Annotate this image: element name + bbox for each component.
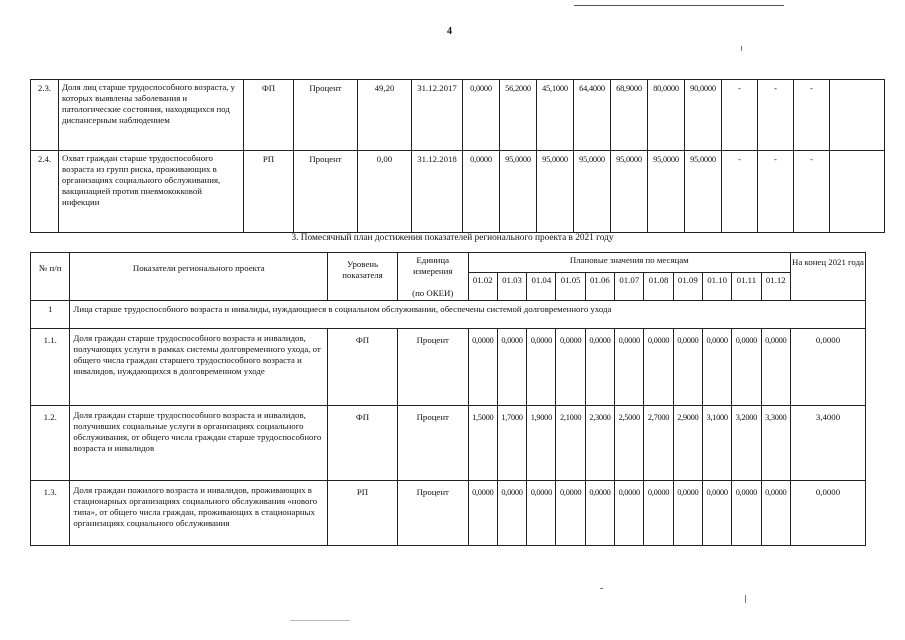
- monthly-plan-table: [30, 252, 866, 546]
- indicator-unit: Процент: [397, 481, 468, 546]
- base-date: 31.12.2017: [412, 80, 463, 151]
- header-month: 01.10: [702, 273, 731, 301]
- month-value: 0,0000: [615, 329, 644, 406]
- header-month: 01.07: [615, 273, 644, 301]
- month-value: 0,0000: [644, 481, 673, 546]
- period-value: 56,2000: [500, 80, 537, 151]
- table-row: [31, 329, 866, 406]
- period-value: 45,1000: [537, 80, 574, 151]
- empty-cell: [830, 151, 885, 233]
- period-value: 0,0000: [463, 151, 500, 233]
- period-value: -: [722, 151, 758, 233]
- indicator-name: Доля граждан старше трудоспособного возраста и инвалидов, получающих услуги в рамках системы долговременного ухода, от общего числа граждан старшего трудоспособного возраста и инвалидов, нуждающихся в долговременном уходе: [70, 329, 328, 406]
- header-month: 01.04: [527, 273, 556, 301]
- indicator-level: РП: [328, 481, 398, 546]
- month-value: 0,0000: [644, 329, 673, 406]
- month-value: 0,0000: [673, 329, 702, 406]
- period-value: -: [722, 80, 758, 151]
- month-value: 0,0000: [497, 481, 526, 546]
- section-number: 1: [31, 301, 70, 329]
- month-value: 2,7000: [644, 406, 673, 481]
- header-row: [31, 253, 866, 273]
- indicator-name: Доля граждан пожилого возраста и инвалидов, проживающих в стационарных организациях социального обслуживания «нового типа», от общего числа граждан, проживающих в стационарных организациях социального обслуживания: [70, 481, 328, 546]
- header-month: 01.12: [761, 273, 790, 301]
- month-value: 1,5000: [468, 406, 497, 481]
- period-value: 95,0000: [611, 151, 648, 233]
- header-indicators: Показатели регионального проекта: [70, 253, 328, 301]
- period-value: 95,0000: [685, 151, 722, 233]
- scan-speck: [745, 595, 746, 603]
- month-value: 2,1000: [556, 406, 585, 481]
- header-month: 01.02: [468, 273, 497, 301]
- header-month: 01.08: [644, 273, 673, 301]
- row-number: 1.1.: [31, 329, 70, 406]
- indicators-continuation-table: [30, 79, 885, 233]
- base-value: 49,20: [358, 80, 412, 151]
- indicator-unit: Процент: [397, 406, 468, 481]
- month-value: 3,2000: [732, 406, 761, 481]
- header-month: 01.11: [732, 273, 761, 301]
- month-value: 0,0000: [527, 329, 556, 406]
- period-value: -: [758, 151, 794, 233]
- header-month: 01.06: [585, 273, 614, 301]
- month-value: 0,0000: [556, 481, 585, 546]
- header-level: Уровень показателя: [328, 253, 398, 301]
- period-value: 0,0000: [463, 80, 500, 151]
- month-value: 1,9000: [527, 406, 556, 481]
- month-value: 0,0000: [585, 329, 614, 406]
- indicator-unit: Процент: [294, 80, 358, 151]
- month-value: 0,0000: [702, 481, 731, 546]
- period-value: 68,9000: [611, 80, 648, 151]
- base-value: 0,00: [358, 151, 412, 233]
- header-year-end: На конец 2021 года: [791, 253, 866, 301]
- row-number: 1.2.: [31, 406, 70, 481]
- period-value: 95,0000: [537, 151, 574, 233]
- month-value: 0,0000: [585, 481, 614, 546]
- scan-speck: [741, 46, 742, 51]
- month-value: 0,0000: [556, 329, 585, 406]
- indicator-unit: Процент: [397, 329, 468, 406]
- month-value: 0,0000: [527, 481, 556, 546]
- table-row: [31, 406, 866, 481]
- scan-speck: [290, 620, 350, 621]
- month-value: 2,9000: [673, 406, 702, 481]
- indicator-name: Доля лиц старше трудоспособного возраста, у которых выявлены заболевания и патологические состояния, находящихся под диспансерным наблюдением: [59, 80, 244, 151]
- indicator-name: Доля граждан старше трудоспособного возраста и инвалидов, получивших социальные услуги в организациях социального обслуживания, от общего числа граждан старше трудоспособного возраста и инвалидов: [70, 406, 328, 481]
- period-value: 95,0000: [574, 151, 611, 233]
- base-date: 31.12.2018: [412, 151, 463, 233]
- month-value: 3,3000: [761, 406, 790, 481]
- month-value: 0,0000: [468, 481, 497, 546]
- year-end-value: 0,0000: [791, 329, 866, 406]
- month-value: 0,0000: [497, 329, 526, 406]
- table-row: [31, 151, 885, 233]
- period-value: -: [794, 80, 830, 151]
- header-unit-bottom: (по ОКЕИ): [412, 288, 454, 298]
- row-number: 2.4.: [31, 151, 59, 233]
- month-value: 0,0000: [761, 481, 790, 546]
- period-value: 80,0000: [648, 80, 685, 151]
- period-value: 64,4000: [574, 80, 611, 151]
- indicator-unit: Процент: [294, 151, 358, 233]
- section-caption: 3. Помесячный план достижения показателей регионального проекта в 2021 году: [291, 233, 614, 243]
- month-value: 1,7000: [497, 406, 526, 481]
- indicator-level: ФП: [244, 80, 294, 151]
- month-value: 0,0000: [702, 329, 731, 406]
- header-unit-top: Единица измерения: [413, 255, 453, 276]
- month-value: 0,0000: [615, 481, 644, 546]
- month-value: 0,0000: [732, 481, 761, 546]
- indicator-name: Охват граждан старше трудоспособного возраста из групп риска, проживающих в организациях социального обслуживания, вакцинацией против пневмококковой инфекции: [59, 151, 244, 233]
- month-value: 2,5000: [615, 406, 644, 481]
- period-value: -: [758, 80, 794, 151]
- year-end-value: 0,0000: [791, 481, 866, 546]
- scan-top-line: [574, 5, 784, 6]
- page-number: 4: [447, 26, 452, 37]
- month-value: 0,0000: [761, 329, 790, 406]
- year-end-value: 3,4000: [791, 406, 866, 481]
- indicator-level: ФП: [328, 329, 398, 406]
- month-value: 0,0000: [732, 329, 761, 406]
- section-row: [31, 301, 866, 329]
- period-value: -: [794, 151, 830, 233]
- month-value: 2,3000: [585, 406, 614, 481]
- table-row: [31, 481, 866, 546]
- period-value: 95,0000: [648, 151, 685, 233]
- empty-cell: [830, 80, 885, 151]
- table-row: [31, 80, 885, 151]
- row-number: 2.3.: [31, 80, 59, 151]
- header-num: № п/п: [31, 253, 70, 301]
- header-unit: [397, 253, 468, 301]
- header-month: 01.09: [673, 273, 702, 301]
- section-title: Лица старше трудоспособного возраста и инвалиды, нуждающиеся в социальном обслуживании, обеспечены системой долговременного ухода: [70, 301, 866, 329]
- month-value: 3,1000: [702, 406, 731, 481]
- period-value: 90,0000: [685, 80, 722, 151]
- header-month: 01.03: [497, 273, 526, 301]
- header-planned: Плановые значения по месяцам: [468, 253, 790, 273]
- period-value: 95,0000: [500, 151, 537, 233]
- indicator-level: ФП: [328, 406, 398, 481]
- row-number: 1.3.: [31, 481, 70, 546]
- header-month: 01.05: [556, 273, 585, 301]
- month-value: 0,0000: [468, 329, 497, 406]
- scan-speck: [600, 588, 603, 589]
- indicator-level: РП: [244, 151, 294, 233]
- month-value: 0,0000: [673, 481, 702, 546]
